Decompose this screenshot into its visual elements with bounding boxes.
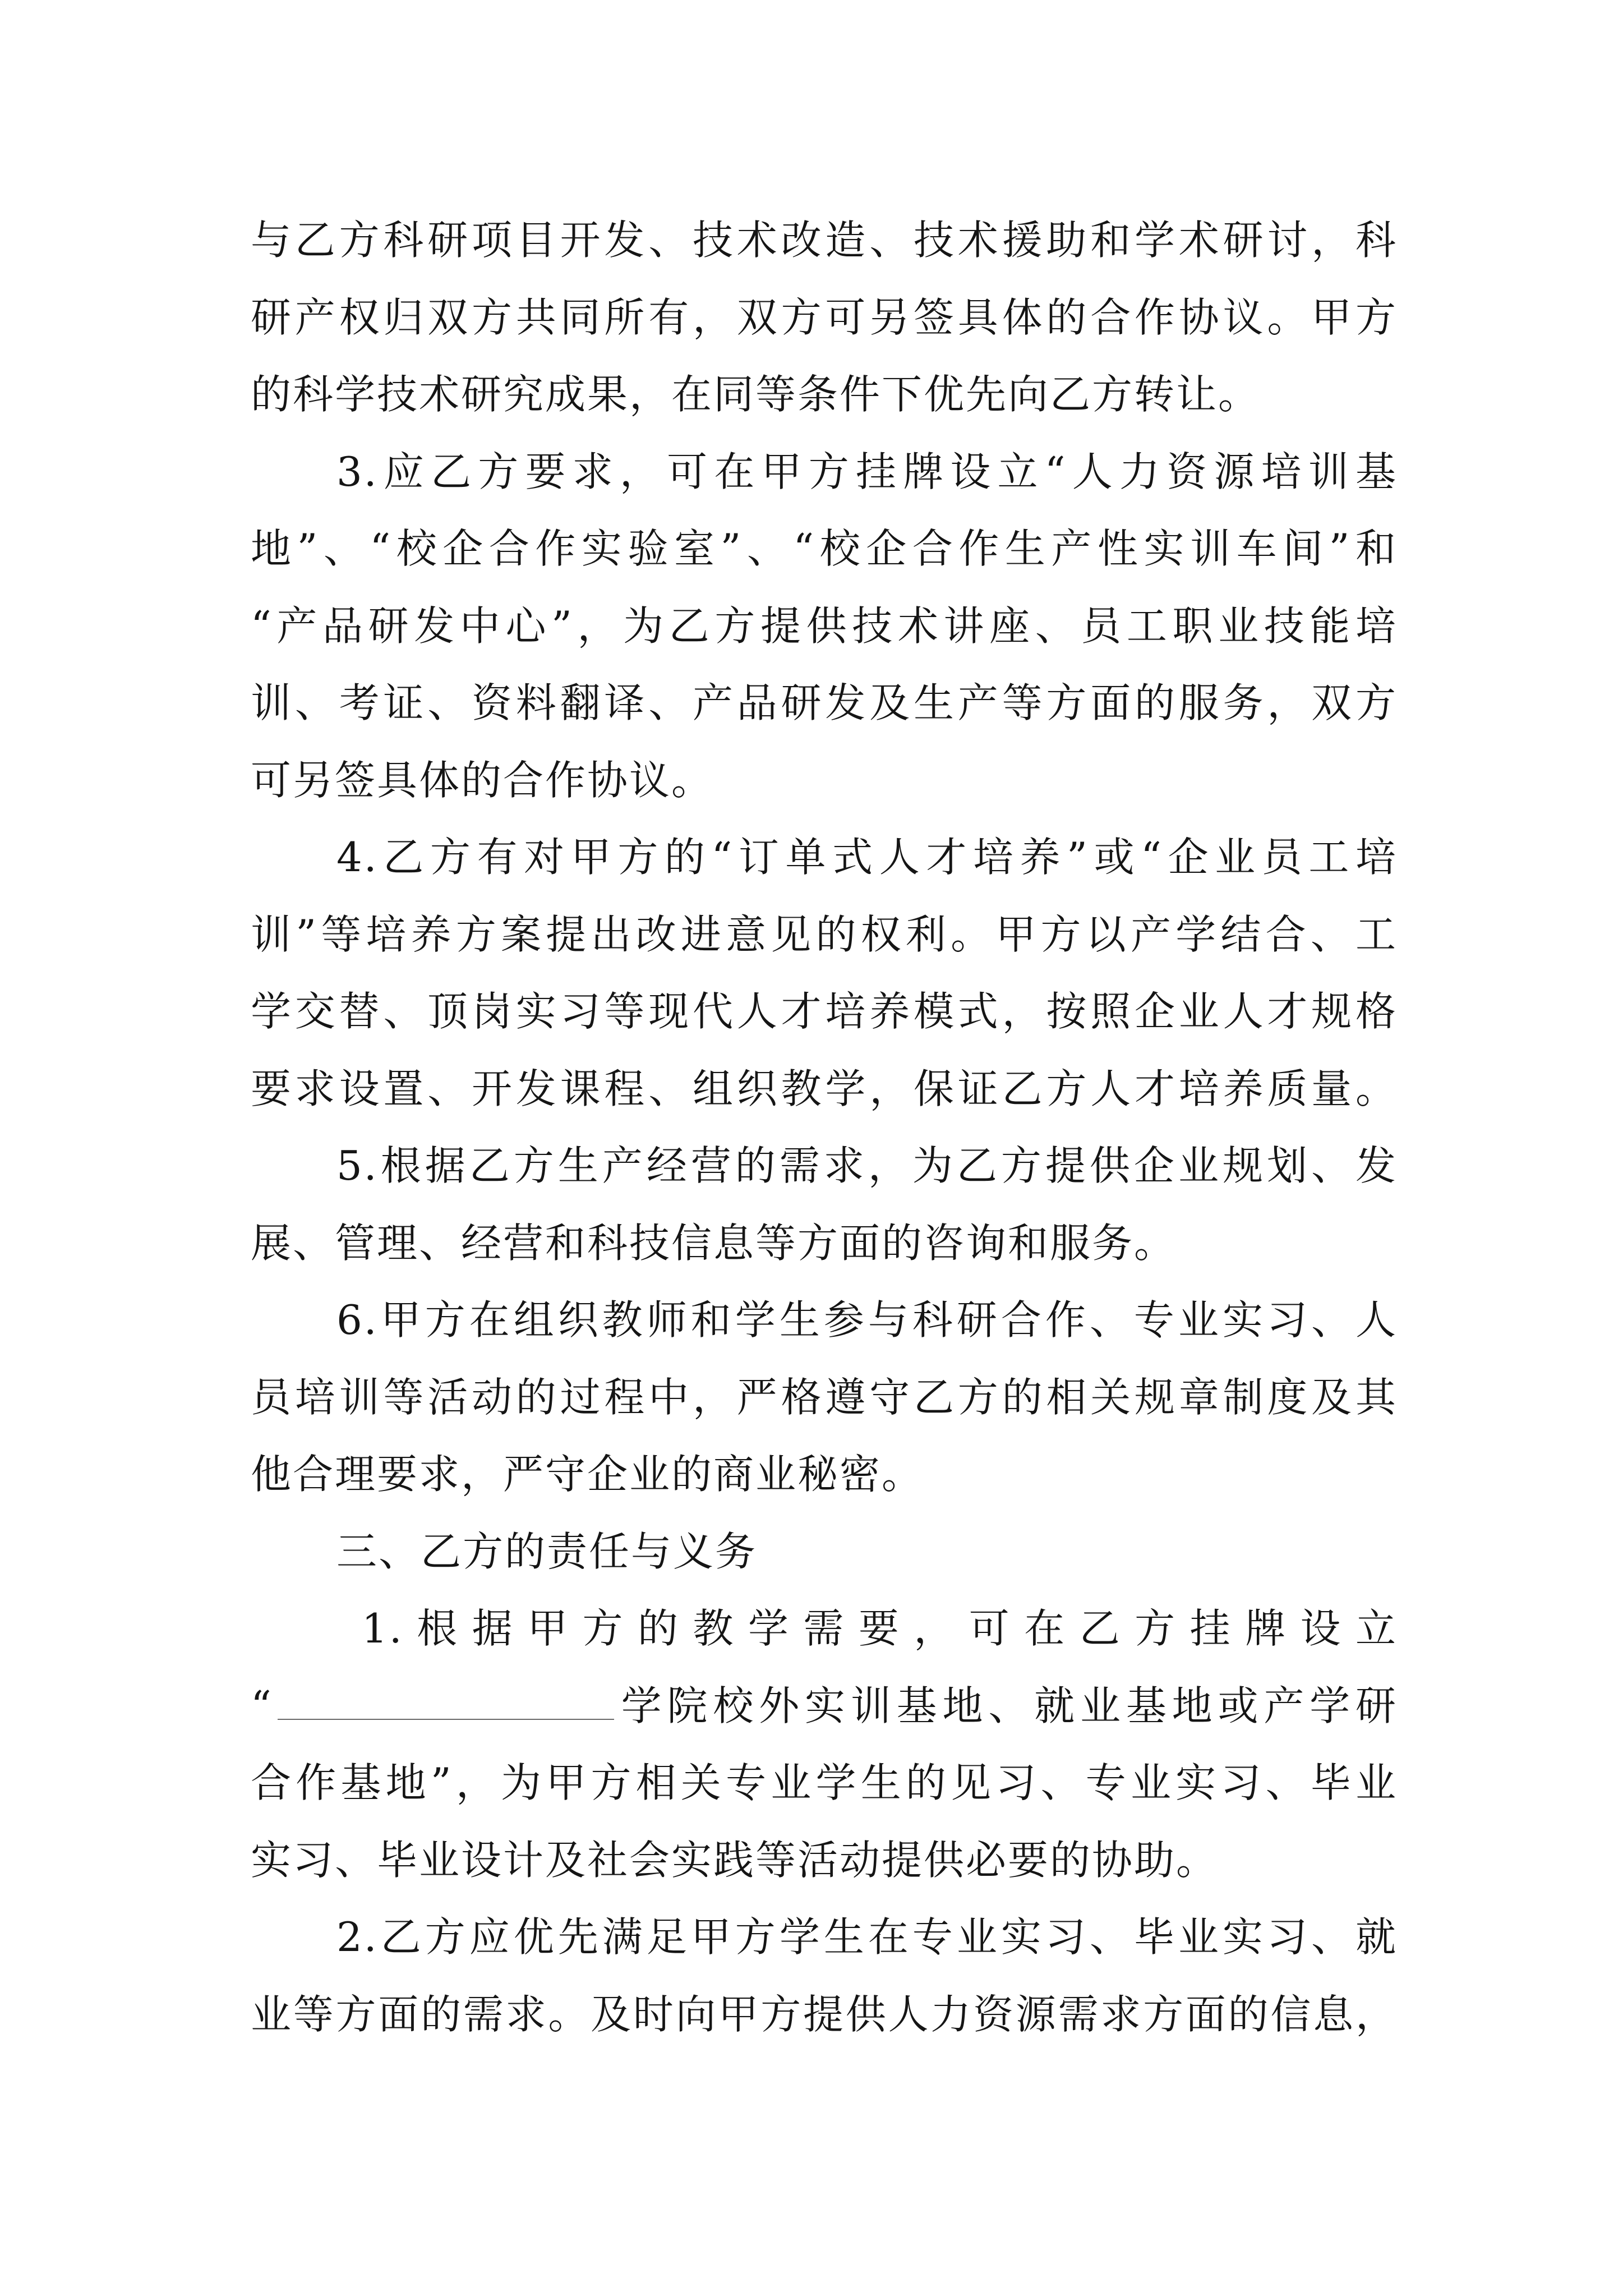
text-line: 员培训等活动的过程中，严格遵守乙方的相关规章制度及其 <box>251 1373 1398 1421</box>
text-line: 研产权归双方共同所有，双方可另签具体的合作协议。甲方 <box>251 293 1398 341</box>
text-line: “产品研发中心”，为乙方提供技术讲座、员工职业技能培 <box>251 602 1398 650</box>
text-line: 地”、“校企合作实验室”、“校企合作生产性实训车间”和 <box>251 525 1398 572</box>
text-line: 3.应乙方要求，可在甲方挂牌设立“人力资源培训基 <box>336 448 1398 495</box>
text-line: 5.根据乙方生产经营的需求，为乙方提供企业规划、发 <box>336 1142 1398 1189</box>
clause-6 <box>251 1282 1398 1513</box>
open-quote: “ <box>251 1682 273 1729</box>
text-line: 训”等培养方案提出改进意见的权利。甲方以产学结合、工 <box>251 910 1398 958</box>
section-heading: 三、乙方的责任与义务 <box>336 1527 758 1575</box>
text-line: 展、管理、经营和科技信息等方面的咨询和服务。 <box>251 1219 1177 1267</box>
text-line: 要求设置、开发课程、组织教学，保证乙方人才培养质量。 <box>251 1065 1398 1112</box>
text-line: 1.根据甲方的教学需要，可在乙方挂牌设立 <box>362 1605 1398 1652</box>
document-body <box>251 202 1398 2053</box>
clause-1 <box>251 1590 1398 1899</box>
text-fragment: 学院校外实训基地、就业基地或产学研 <box>617 1682 1398 1729</box>
text-line: 他合理要求，严守企业的商业秘密。 <box>251 1451 924 1498</box>
text-line: 的科学技术研究成果，在同等条件下优先向乙方转让。 <box>251 371 1261 418</box>
text-line: 与乙方科研项目开发、技术改造、技术援助和学术研讨，科 <box>251 217 1398 264</box>
text-line: 2.乙方应优先满足甲方学生在专业实习、毕业实习、就 <box>336 1913 1398 1961</box>
text-line: 可另签具体的合作协议。 <box>251 756 714 804</box>
text-line: 训、考证、资料翻译、产品研发及生产等方面的服务，双方 <box>251 679 1398 726</box>
clause-2 <box>251 1899 1398 2053</box>
clause-5 <box>251 1128 1398 1282</box>
text-line: 6.甲方在组织教师和学生参与科研合作、专业实习、人 <box>336 1296 1398 1343</box>
clause-3 <box>251 434 1398 820</box>
text-line-with-blank <box>251 1668 1398 1745</box>
text-line: 实习、毕业设计及社会实践等活动提供必要的协助。 <box>251 1836 1219 1884</box>
text-line: 学交替、顶岗实习等现代人才培养模式，按照企业人才规格 <box>251 988 1398 1035</box>
text-line: 4.乙方有对甲方的“订单式人才培养”或“企业员工培 <box>336 834 1398 881</box>
text-line: 业等方面的需求。及时向甲方提供人力资源需求方面的信息， <box>251 1990 1398 2038</box>
blank-underline <box>278 1686 614 1720</box>
paragraph-continuation <box>251 202 1398 434</box>
text-line: 合作基地”，为甲方相关专业学生的见习、专业实习、毕业 <box>251 1759 1398 1806</box>
clause-4 <box>251 819 1398 1128</box>
